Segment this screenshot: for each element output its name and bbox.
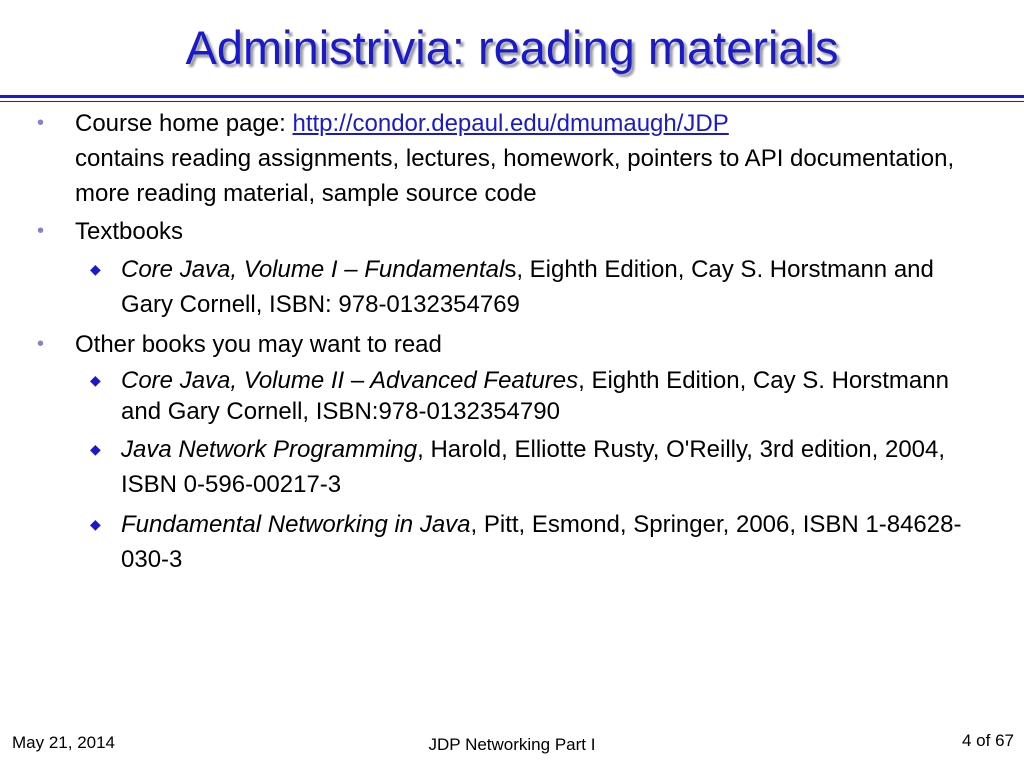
slide-title: Administrivia: reading materials — [185, 21, 839, 74]
book-title: Fundamental Networking in Java — [121, 511, 471, 538]
course-home-label: Course home page: — [75, 110, 293, 137]
other-book-item — [0, 432, 1024, 502]
title-divider-thin — [0, 101, 1024, 102]
book-details: s, Eighth Edition, Cay S. Horstmann and Gary Cornell, ISBN: 978-0132354769 — [121, 256, 934, 318]
bullet-textbooks — [0, 214, 1024, 249]
footer-title: JDP Networking Part I — [428, 735, 596, 754]
book-title: Java Network Programming — [121, 436, 418, 463]
book-details: , Harold, Elliotte Rusty, O'Reilly, 3rd edition, 2004, ISBN 0-596-00217-3 — [121, 436, 946, 498]
bullet-course-home-page — [0, 106, 1024, 211]
other-book-item — [0, 365, 1024, 427]
diamond-bullet-icon: ◆ — [90, 441, 101, 457]
bullet-other-books — [0, 327, 1024, 362]
bullet-dot-icon: • — [37, 112, 45, 134]
bullet-dot-icon: • — [37, 333, 45, 355]
slide-content — [0, 106, 1024, 582]
book-details: , Eighth Edition, Cay S. Horstmann and Gary Cornell, ISBN:978-0132354790 — [121, 367, 949, 425]
other-books-label: Other books you may want to read — [75, 331, 442, 358]
other-book-item — [0, 507, 1024, 577]
course-home-description: contains reading assignments, lectures, homework, pointers to API documentation, more reading material, sample source code — [75, 145, 955, 207]
diamond-bullet-icon: ◆ — [90, 372, 101, 388]
book-title: Core Java, Volume I – Fundamental — [121, 256, 505, 283]
footer-date: May 21, 2014 — [12, 733, 116, 752]
book-title: Core Java, Volume II – Advanced Features — [121, 367, 579, 394]
course-home-link[interactable]: http://condor.depaul.edu/dmumaugh/JDP — [292, 110, 729, 137]
footer-page-number: 4 of 67 — [962, 731, 1014, 750]
diamond-bullet-icon: ◆ — [90, 261, 101, 277]
title-divider-thick — [0, 95, 1024, 98]
textbook-item — [0, 252, 1024, 322]
diamond-bullet-icon: ◆ — [90, 516, 101, 532]
bullet-dot-icon: • — [37, 220, 45, 242]
book-details: , Pitt, Esmond, Springer, 2006, ISBN 1-84628-030-3 — [121, 511, 962, 573]
textbooks-label: Textbooks — [75, 218, 184, 245]
